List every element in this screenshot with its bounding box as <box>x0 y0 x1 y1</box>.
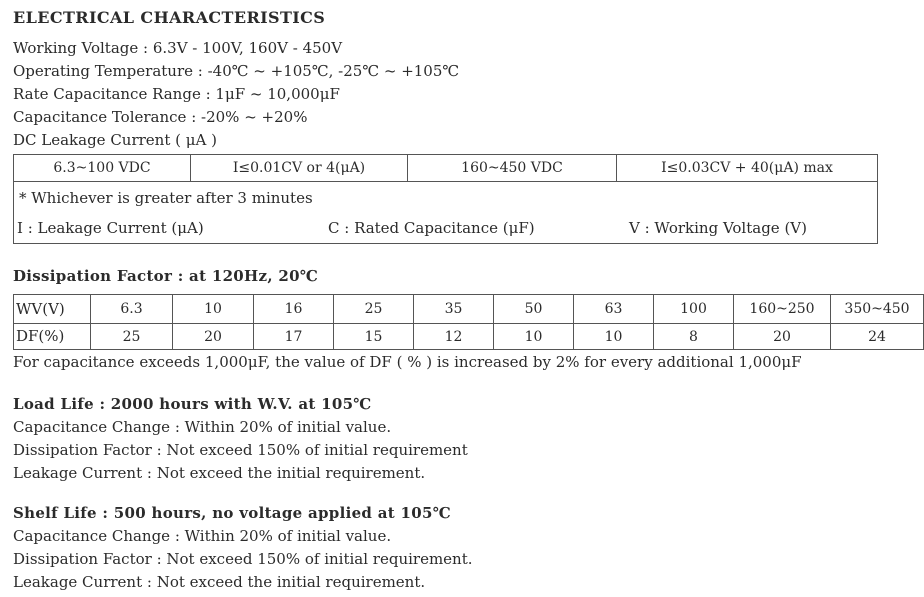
spec-dc-leakage: DC Leakage Current ( μA ) <box>13 131 217 149</box>
wv-cell: 16 <box>254 295 334 324</box>
shelf-life-title: Shelf Life : 500 hours, no voltage applied at 105℃ <box>13 504 451 522</box>
spec-working-voltage: Working Voltage : 6.3V - 100V, 160V - 450V <box>13 39 343 57</box>
wv-cell: 6.3 <box>91 295 173 324</box>
df-cell: 20 <box>734 324 831 350</box>
df-cell: 8 <box>654 324 734 350</box>
legend-i: I : Leakage Current (μA) <box>17 219 204 237</box>
row-label-wv: WV(V) <box>14 295 91 324</box>
formula-high-cell: I≤0.03CV + 40(μA) max <box>661 160 833 176</box>
shelf-life-item: Dissipation Factor : Not exceed 150% of initial requirement. <box>13 550 473 568</box>
load-life-item: Dissipation Factor : Not exceed 150% of initial requirement <box>13 441 468 459</box>
df-cell: 24 <box>831 324 924 350</box>
leakage-current-box <box>13 154 878 244</box>
df-table <box>13 294 924 350</box>
load-life-item: Capacitance Change : Within 20% of initial value. <box>13 418 392 436</box>
spec-capacitance-tolerance: Capacitance Tolerance : -20% ~ +20% <box>13 108 308 126</box>
formula-low-cell: I≤0.01CV or 4(μA) <box>191 155 408 181</box>
wv-cell: 35 <box>414 295 494 324</box>
df-cell: 12 <box>414 324 494 350</box>
wv-cell: 63 <box>574 295 654 324</box>
voltage-high-cell: 160~450 VDC <box>408 155 617 181</box>
legend-v: V : Working Voltage (V) <box>629 219 807 237</box>
section-title: ELECTRICAL CHARACTERISTICS <box>13 8 326 27</box>
df-cell: 20 <box>173 324 254 350</box>
spec-capacitance-range: Rate Capacitance Range : 1μF ~ 10,000μF <box>13 85 340 103</box>
load-life-title: Load Life : 2000 hours with W.V. at 105℃ <box>13 395 372 413</box>
wv-cell: 100 <box>654 295 734 324</box>
wv-cell: 50 <box>494 295 574 324</box>
wv-cell: 10 <box>173 295 254 324</box>
wv-cell: 160~250 <box>734 295 831 324</box>
table-row-wv <box>14 295 924 324</box>
shelf-life-list <box>13 525 473 594</box>
legend-c: C : Rated Capacitance (μF) <box>328 219 535 237</box>
table-row-df <box>14 324 924 350</box>
df-cell: 17 <box>254 324 334 350</box>
shelf-life-item: Capacitance Change : Within 20% of initial value. <box>13 527 392 545</box>
df-cell: 15 <box>334 324 414 350</box>
spec-operating-temperature: Operating Temperature : -40℃ ~ +105℃, -25℃ ~ +105℃ <box>13 62 460 80</box>
wv-cell: 25 <box>334 295 414 324</box>
wv-cell: 350~450 <box>831 295 924 324</box>
spec-list <box>13 37 459 152</box>
df-cell: 25 <box>91 324 173 350</box>
df-note: For capacitance exceeds 1,000μF, the value of DF ( % ) is increased by 2% for every additional 1,000μF <box>13 353 802 371</box>
row-label-df: DF(%) <box>14 324 91 350</box>
df-cell: 10 <box>494 324 574 350</box>
leakage-note: * Whichever is greater after 3 minutes <box>19 189 313 207</box>
leakage-legend <box>14 221 877 244</box>
df-title: Dissipation Factor : at 120Hz, 20℃ <box>13 267 319 285</box>
voltage-low-cell: 6.3~100 VDC <box>14 155 191 181</box>
shelf-life-item: Leakage Current : Not exceed the initial requirement. <box>13 573 426 591</box>
leakage-formula-row <box>14 155 877 182</box>
load-life-list <box>13 416 468 485</box>
load-life-item: Leakage Current : Not exceed the initial requirement. <box>13 464 426 482</box>
df-cell: 10 <box>574 324 654 350</box>
